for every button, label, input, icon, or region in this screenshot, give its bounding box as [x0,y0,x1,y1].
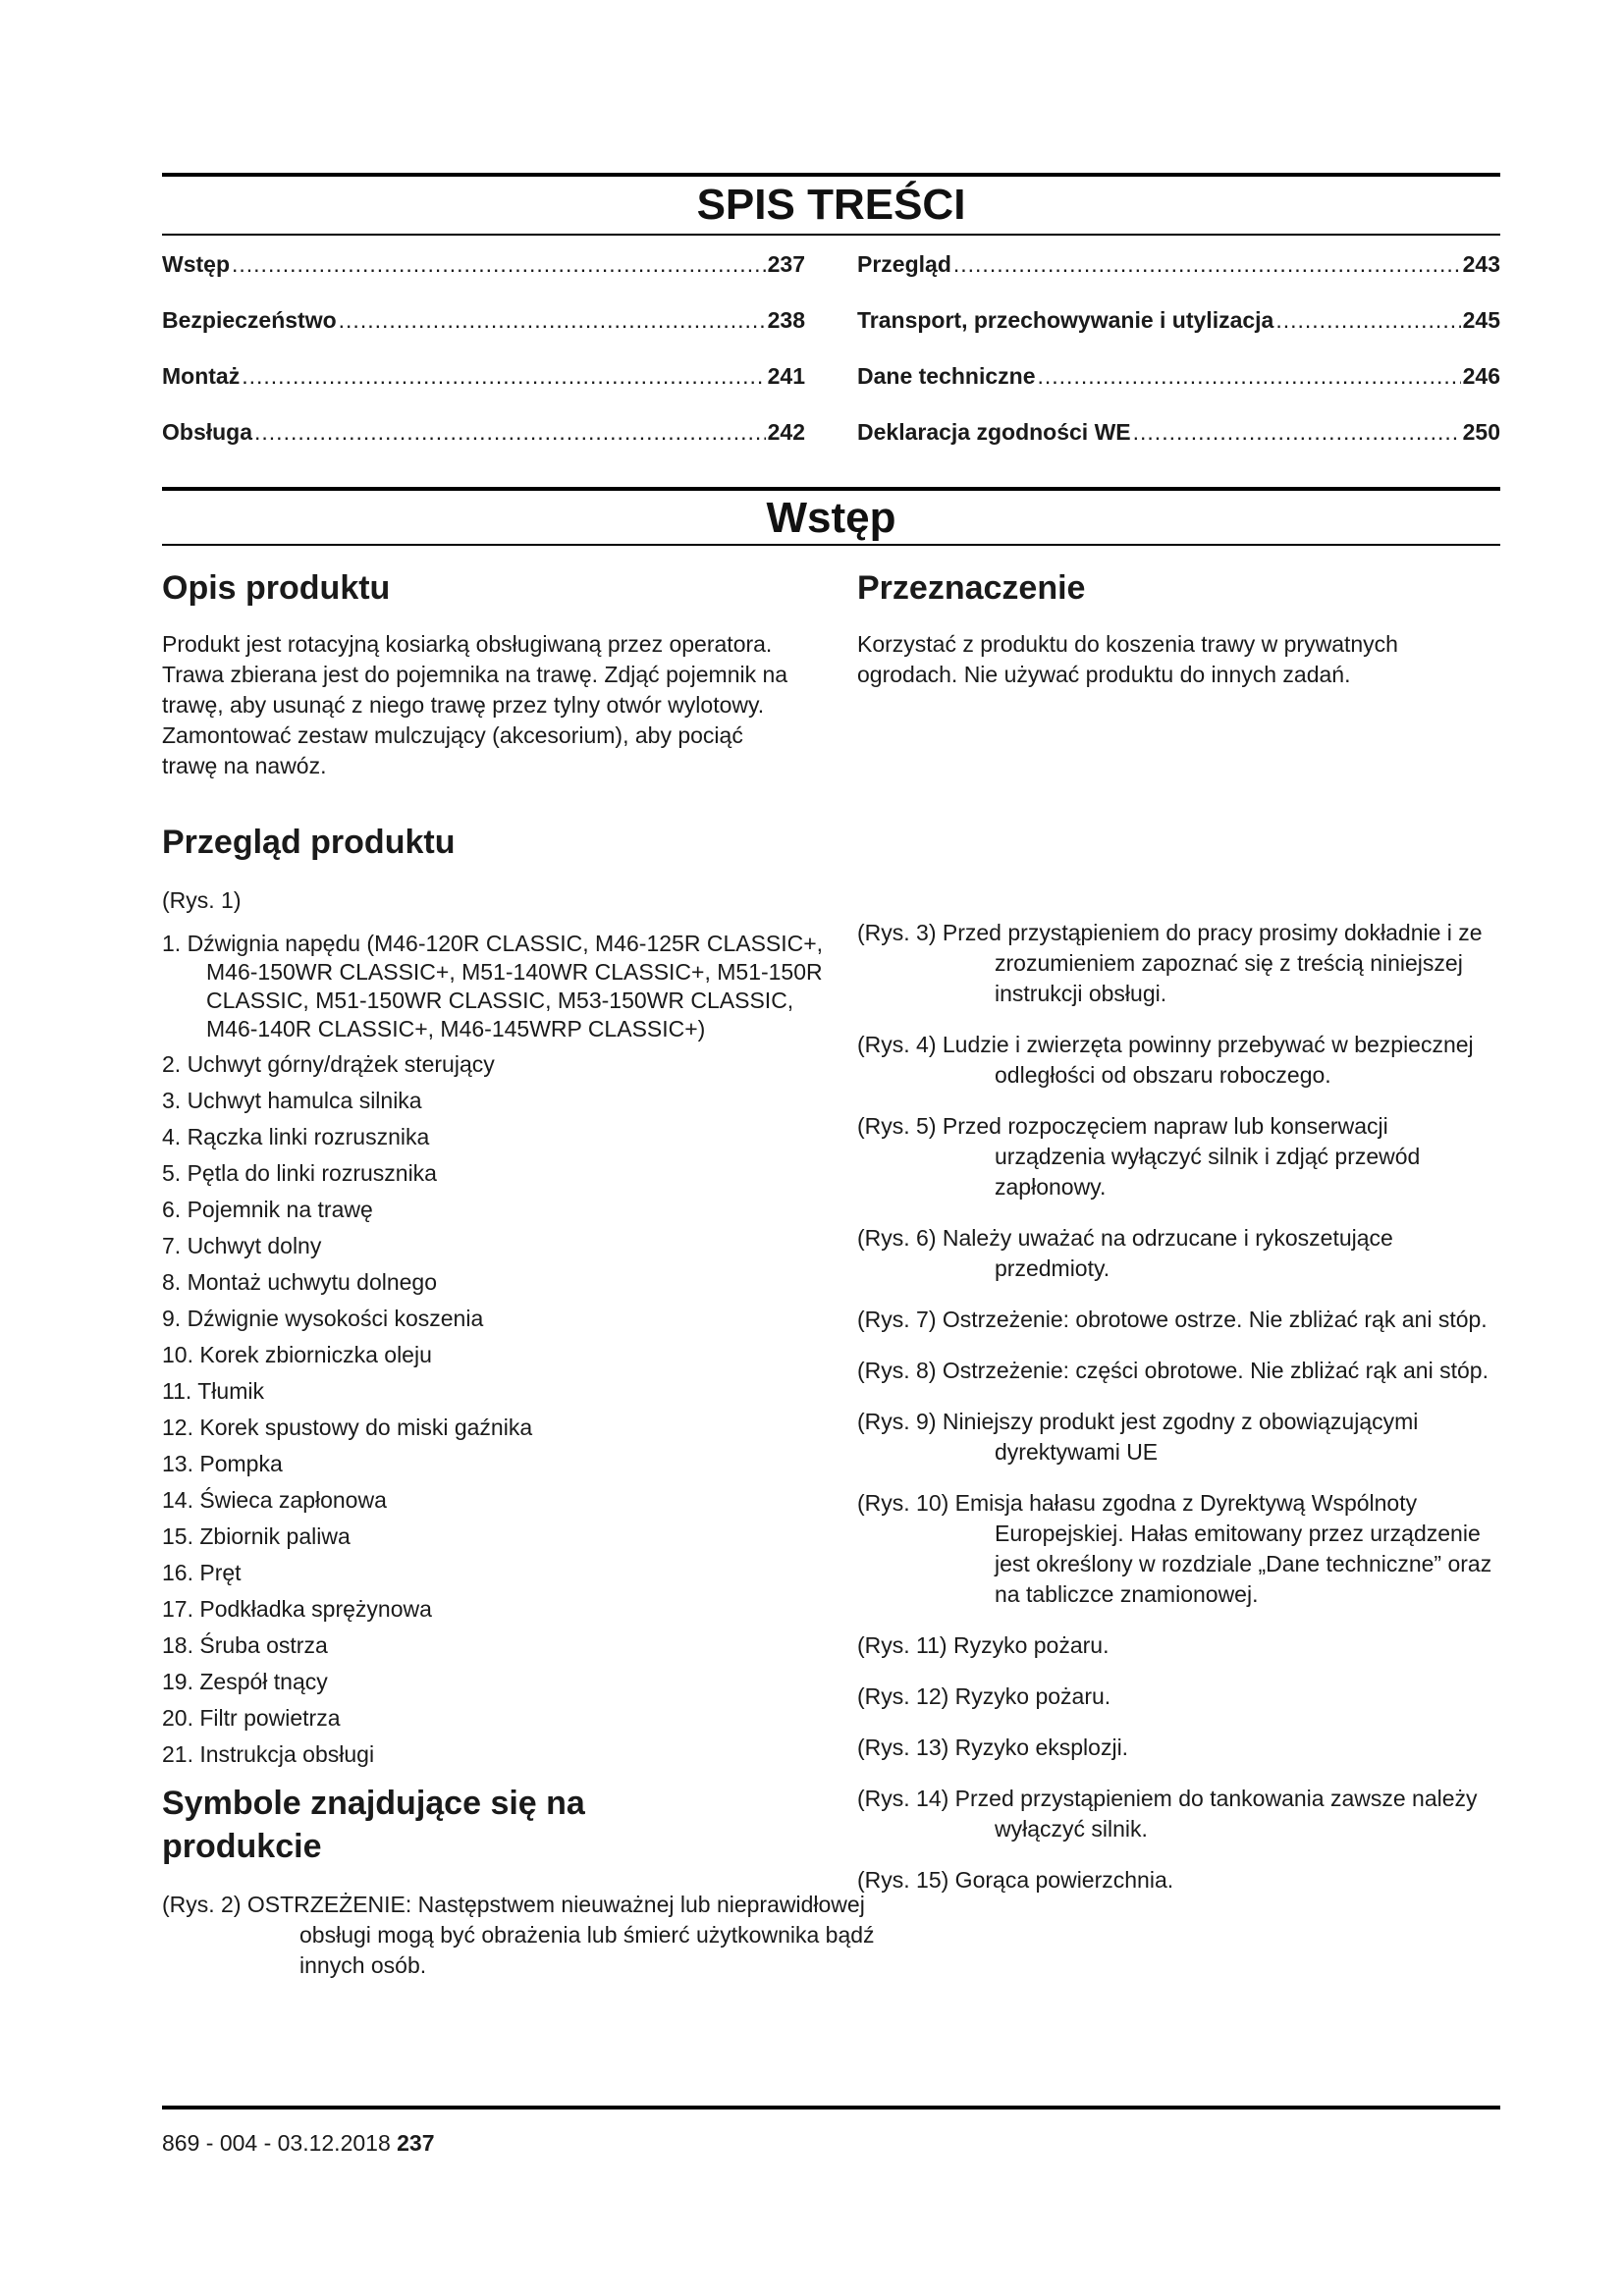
toc-title: SPIS TREŚCI [696,181,966,229]
toc-left-column [162,251,805,475]
footer-rule [162,2106,1500,2109]
footer-page-number: 237 [397,2130,435,2156]
section-title-rule [162,544,1500,546]
list-item: 16. Pręt [162,1560,242,1585]
symbol-list [857,918,1500,1916]
list-item: 19. Zespół tnący [162,1669,328,1694]
opis-text: Produkt jest rotacyjną kosiarką obsługiwaną przez operatora. Trawa zbierana jest do pojemnika na trawę. Zdjąć pojemnik na trawę, aby usunąć z niego trawę przez tylny otwór wylotowy. Zamontować zestaw mulczujący (akcesorium), aby pociąć trawę na nawóz. [162,631,788,778]
opis-heading: Opis produktu [162,569,391,607]
toc-right-column [857,251,1500,475]
toc-title-rule [162,234,1500,236]
przeglad-ref: (Rys. 1) [162,887,242,913]
symbol-entry: (Rys. 2) OSTRZEŻENIE: Następstwem nieuważnej lub nieprawidłowej obsługi mogą być obrażenia lub śmierć użytkownika bądź innych osób. [162,1892,875,1978]
symbol-entry: (Rys. 3) Przed przystąpieniem do pracy prosimy dokładnie i ze zrozumieniem zapoznać się z treścią niniejszej instrukcji obsługi. [857,920,1483,1006]
przeglad-heading: Przegląd produktu [162,824,456,861]
symbol-entry: (Rys. 12) Ryzyko pożaru. [857,1683,1111,1709]
symbol-entry: (Rys. 6) Należy uważać na odrzucane i rykoszetujące przedmioty. [857,1225,1393,1281]
list-item: 15. Zbiornik paliwa [162,1523,351,1549]
list-item: 3. Uchwyt hamulca silnika [162,1088,422,1113]
przeznaczenie-heading: Przeznaczenie [857,569,1086,607]
list-item: 10. Korek zbiorniczka oleju [162,1342,432,1367]
list-item: 6. Pojemnik na trawę [162,1197,373,1222]
symbol-entry: (Rys. 13) Ryzyko eksplozji. [857,1735,1129,1760]
list-item: 11. Tłumik [162,1378,264,1404]
symbol-entry: (Rys. 15) Gorąca powierzchnia. [857,1867,1174,1893]
toc-entry-przeglad[interactable]: Przegląd ..... 243 [857,251,1500,307]
symbol-entry: (Rys. 8) Ostrzeżenie: części obrotowe. Nie zbliżać rąk ani stóp. [857,1358,1489,1383]
symbol-entry: (Rys. 7) Ostrzeżenie: obrotowe ostrze. Nie zbliżać rąk ani stóp. [857,1307,1488,1332]
symbol-entry: (Rys. 9) Niniejszy produkt jest zgodny z obowiązującymi dyrektywami UE [857,1409,1419,1465]
toc-entry-bezpieczenstwo[interactable]: Bezpieczeństwo ..... 238 [162,307,805,363]
list-item: 13. Pompka [162,1451,283,1476]
list-item: 12. Korek spustowy do miski gaźnika [162,1415,533,1440]
toc-entry-dane-techniczne[interactable]: Dane techniczne ..... 246 [857,363,1500,419]
list-item: 5. Pętla do linki rozrusznika [162,1160,437,1186]
symbol-entry: (Rys. 10) Emisja hałasu zgodna z Dyrektywą Wspólnoty Europejskiej. Hałas emitowany przez urządzenie jest określony w rozdziale „Dane techniczne” oraz na tabliczce znamionowej. [857,1490,1492,1607]
symbol-entry: (Rys. 11) Ryzyko pożaru. [857,1632,1110,1658]
footer [162,2130,435,2157]
symbol-entry: (Rys. 4) Ludzie i zwierzęta powinny przebywać w bezpiecznej odległości od obszaru roboczego. [857,1032,1474,1088]
symbole-heading: Symbole znajdujące się na produkcie [162,1785,585,1865]
symbol-entry: (Rys. 5) Przed rozpoczęciem napraw lub konserwacji urządzenia wyłączyć silnik i zdjąć przewód zapłonowy. [857,1113,1421,1200]
list-item: 4. Rączka linki rozrusznika [162,1124,430,1149]
footer-code: 869 - 004 - 03.12.2018 [162,2130,391,2156]
left-column [162,566,875,2002]
list-item: 20. Filtr powietrza [162,1705,341,1731]
toc-entry-montaz[interactable]: Montaż ..... 241 [162,363,805,419]
toc-top-rule [162,173,1500,177]
list-item: 17. Podkładka sprężynowa [162,1596,432,1622]
right-column [857,566,1505,1893]
part-list [162,930,824,1770]
toc-entry-obsluga[interactable]: Obsługa ..... 242 [162,419,805,475]
toc-entry-deklaracja[interactable]: Deklaracja zgodności WE ..... 250 [857,419,1500,475]
symbol-entry: (Rys. 14) Przed przystąpieniem do tankowania zawsze należy wyłączyć silnik. [857,1786,1478,1842]
section-top-rule [162,487,1500,491]
section-title: Wstęp [766,494,896,542]
list-item: 8. Montaż uchwytu dolnego [162,1269,438,1295]
toc-entry-transport[interactable]: Transport, przechowywanie i utylizacja ..... 245 [857,307,1500,363]
list-item: 21. Instrukcja obsługi [162,1741,375,1767]
toc-entry-wstep[interactable]: Wstęp ..... 237 [162,251,805,307]
list-item: 2. Uchwyt górny/drążek sterujący [162,1051,495,1077]
list-item: 9. Dźwignie wysokości koszenia [162,1306,484,1331]
list-item: 18. Śruba ostrza [162,1632,328,1658]
przeznaczenie-text: Korzystać z produktu do koszenia trawy w prywatnych ogrodach. Nie używać produktu do innych zadań. [857,631,1398,687]
list-item: 14. Świeca zapłonowa [162,1487,387,1513]
list-item: 7. Uchwyt dolny [162,1233,322,1258]
list-item: 1. Dźwignia napędu (M46-120R CLASSIC, M46-125R CLASSIC+, M46-150WR CLASSIC+, M51-140WR CLASSIC+, M51-150R CLASSIC, M51-150WR CLASSIC, M53-150WR CLASSIC, M46-140R CLASSIC+, M46-145WRP CLASSIC+) [162,931,824,1041]
